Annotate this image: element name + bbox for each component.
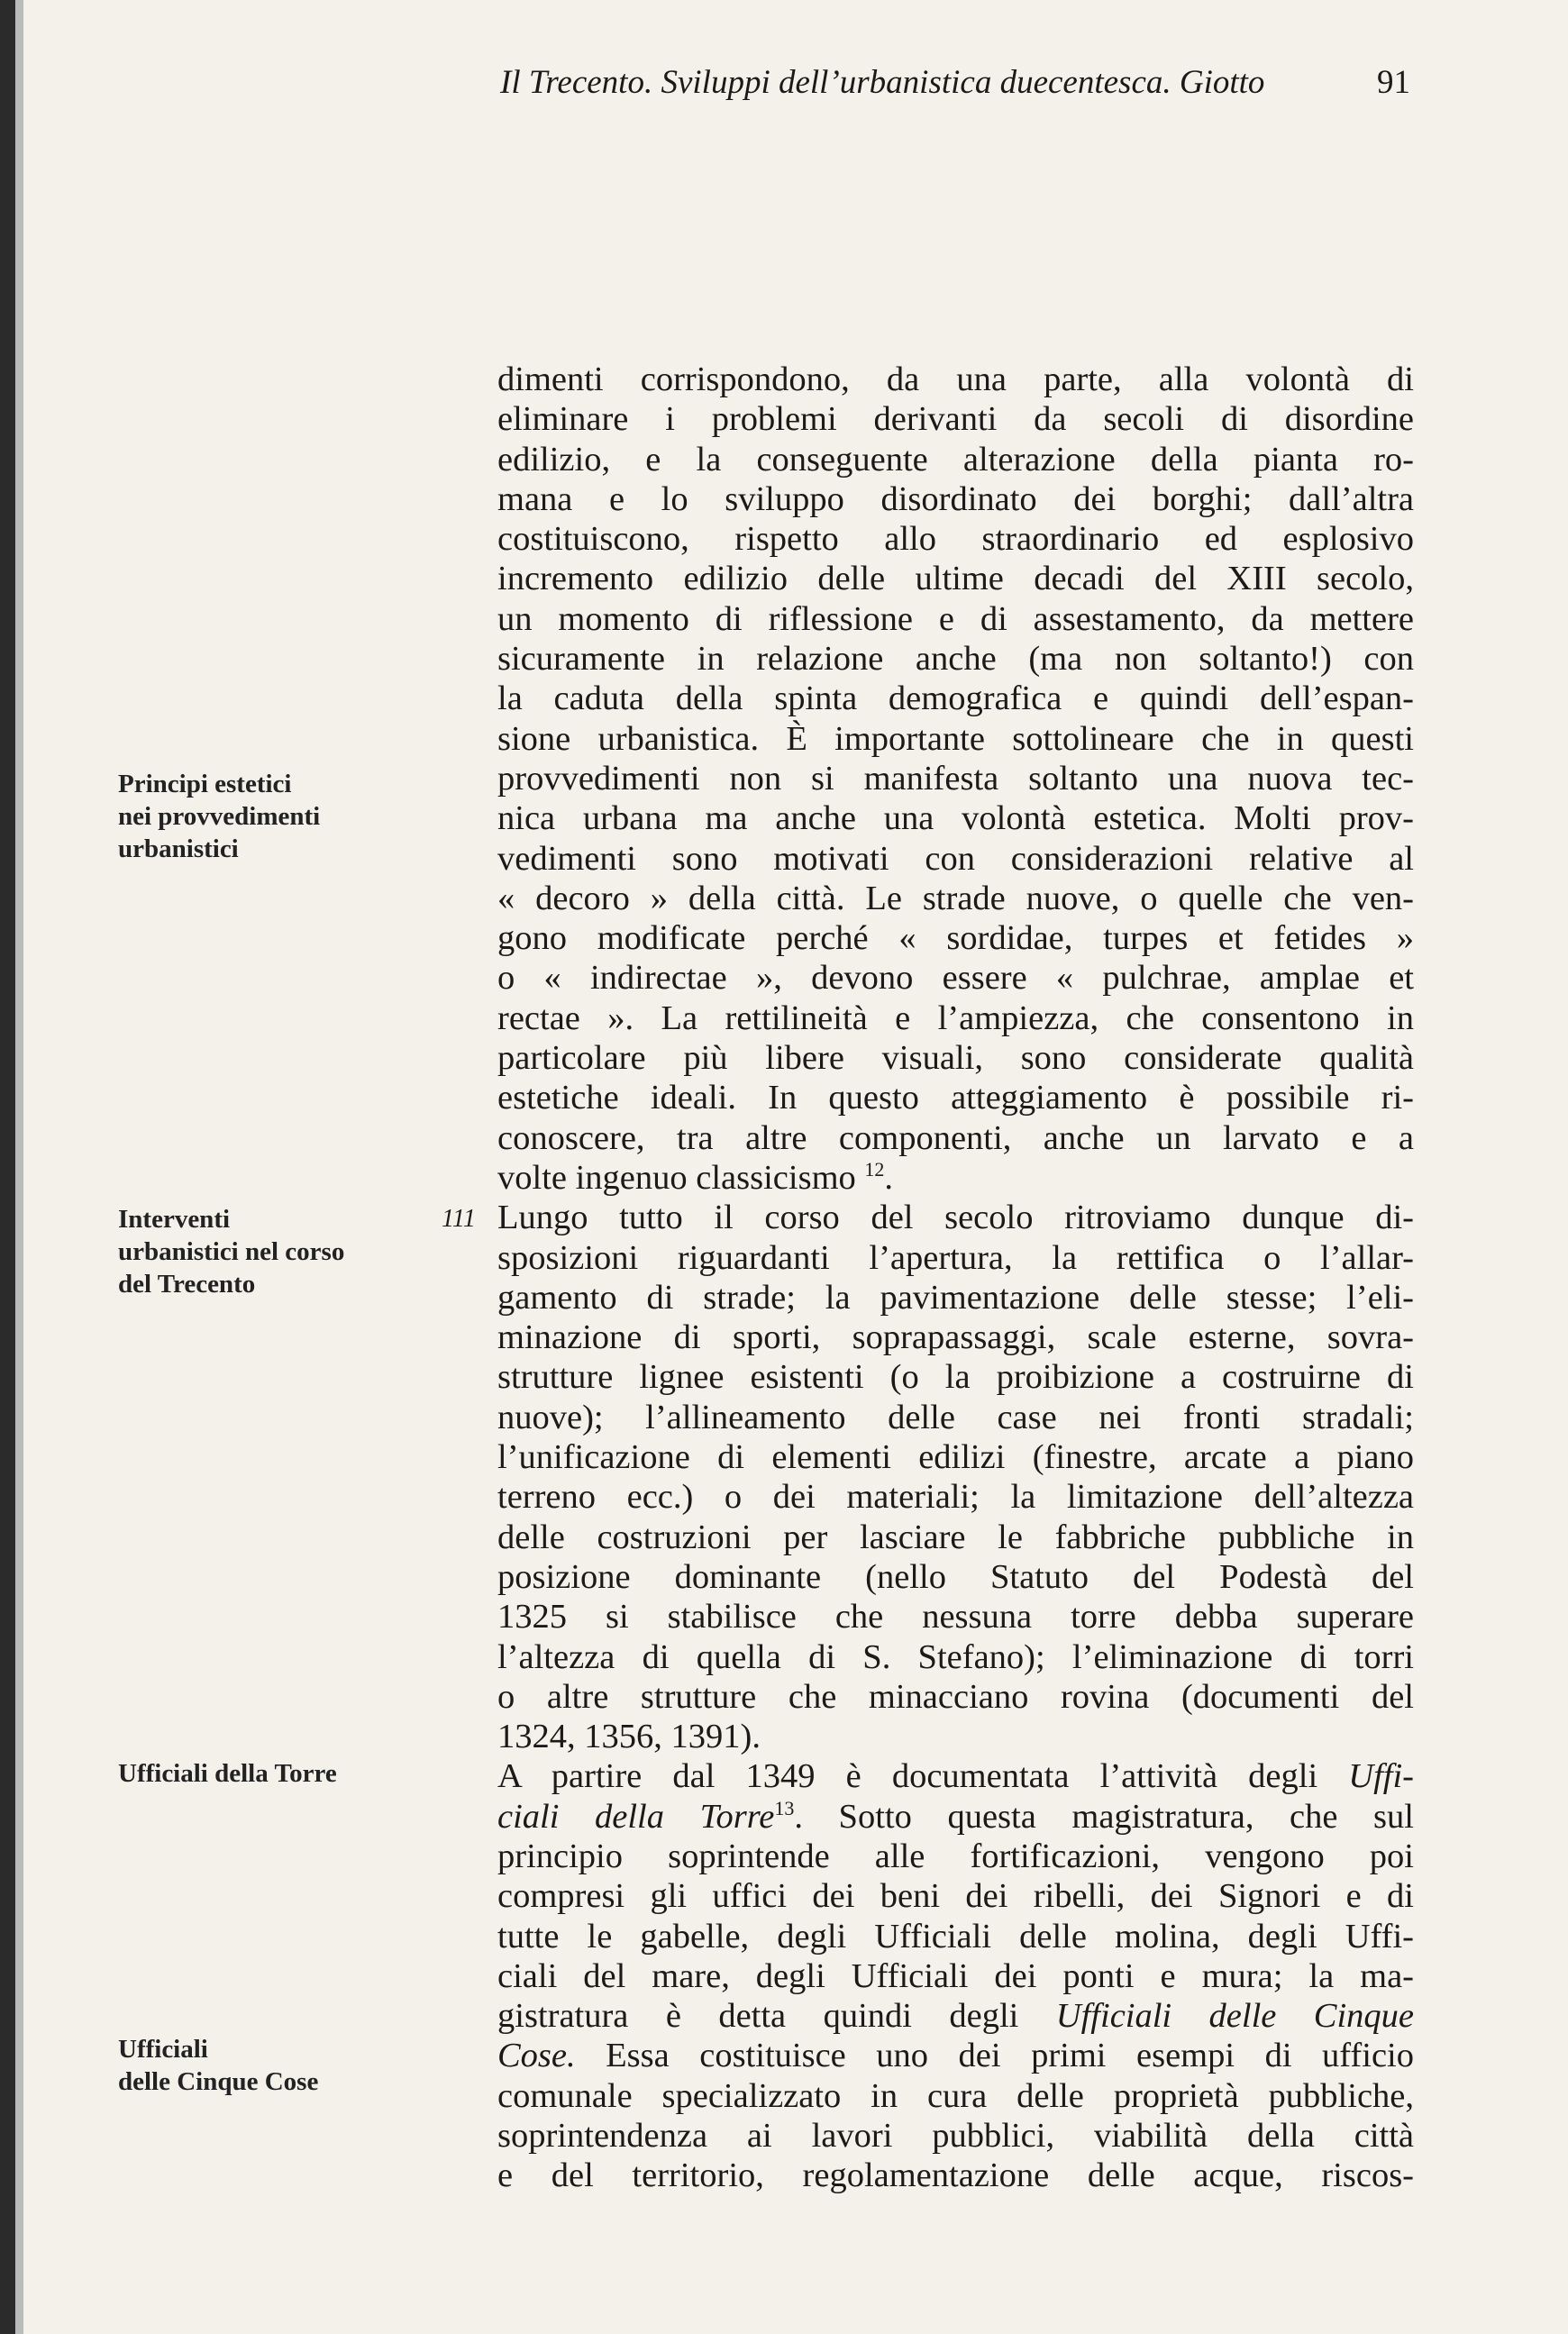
text-segment: posizione dominante (nello Statuto del Podestà del [497, 1557, 1414, 1596]
text-segment: . [884, 1158, 894, 1197]
text-segment: 1324, 1356, 1391). [497, 1718, 761, 1756]
text-line [497, 1357, 1414, 1397]
text-line [497, 1158, 1414, 1198]
text-segment: . Sotto questa magistratura, che sul [794, 1797, 1414, 1836]
text-segment: vedimenti sono motivati con considerazioni relative al [497, 839, 1414, 878]
text-segment: gamento di strade; la pavimentazione delle stesse; l’eli- [497, 1278, 1414, 1317]
text-line [497, 1398, 1414, 1437]
running-head-title: Il Trecento. Sviluppi dell’urbanistica duecentesca. Giotto [500, 64, 1265, 101]
text-line [497, 759, 1414, 798]
text-segment: eliminare i problemi derivanti da secoli di disordine [497, 400, 1414, 439]
text-line [497, 1317, 1414, 1357]
page-number: 91 [1377, 64, 1410, 101]
text-segment: terreno ecc.) o dei materiali; la limitazione dell’altezza [497, 1478, 1414, 1517]
text-segment: rectae ». La rettilineità e l’ampiezza, che consentono in [497, 998, 1414, 1037]
text-segment: mana e lo sviluppo disordinato dei borghi; dall’altra [497, 479, 1414, 518]
text-line [497, 1118, 1414, 1158]
text-segment: A partire dal 1349 è documentata l’attività degli [497, 1757, 1349, 1796]
margin-note-cinque-cose [118, 2033, 318, 2098]
text-segment: provvedimenti non si manifesta soltanto una nuova tec- [497, 759, 1414, 798]
text-line [497, 998, 1414, 1038]
text-line [497, 559, 1414, 598]
margin-note-line: Principi estetici [118, 770, 292, 798]
text-segment: delle costruzioni per lasciare le fabbriche pubbliche in [497, 1518, 1414, 1556]
body-text [497, 360, 1414, 2196]
text-segment: conoscere, tra altre componenti, anche un larvato e a [497, 1118, 1414, 1157]
text-line [497, 1797, 1414, 1837]
text-line [497, 679, 1414, 718]
text-segment: sposizioni riguardanti l’apertura, la rettifica o l’allar- [497, 1238, 1414, 1277]
text-line [497, 1637, 1414, 1677]
text-line [497, 519, 1414, 559]
margin-note-interventi [118, 1203, 344, 1300]
text-line [497, 1996, 1414, 2036]
margin-note-line: del Trecento [118, 1270, 256, 1299]
text-line [497, 1437, 1414, 1477]
text-line [497, 1756, 1414, 1796]
text-line [497, 1956, 1414, 1996]
text-segment: minazione di sporti, soprapassaggi, scale esterne, sovra- [497, 1318, 1414, 1357]
text-line [497, 1677, 1414, 1717]
text-segment: un momento di riflessione e di assestamento, da mettere [497, 599, 1414, 638]
text-line [497, 2116, 1414, 2156]
text-segment: Essa costituisce uno dei primi esempi di ufficio [575, 2037, 1414, 2075]
text-segment: compresi gli uffici dei beni dei ribelli, dei Signori e di [497, 1877, 1414, 1916]
footnote-ref: 12 [864, 1157, 885, 1181]
italic-text: Cose. [497, 2037, 576, 2075]
text-segment: dimenti corrispondono, da una parte, alla volontà di [497, 360, 1414, 398]
text-segment: comunale specializzato in cura delle proprietà pubbliche, [497, 2076, 1414, 2115]
margin-note-line: Interventi [118, 1205, 231, 1234]
text-line [497, 1278, 1414, 1317]
footnote-ref: 13 [774, 1796, 795, 1819]
text-line [497, 1078, 1414, 1117]
text-line [497, 918, 1414, 958]
text-line [497, 1038, 1414, 1078]
text-line [497, 1518, 1414, 1557]
text-line [497, 2076, 1414, 2116]
text-line [497, 958, 1414, 998]
text-segment: particolare più libere visuali, sono considerate qualità [497, 1039, 1414, 1078]
text-segment: nuove); l’allineamento delle case nei fronti stradali; [497, 1398, 1414, 1436]
italic-text: Uffi- [1348, 1757, 1414, 1796]
text-segment: l’altezza di quella di S. Stefano); l’eliminazione di torri [497, 1637, 1414, 1676]
text-line [497, 2036, 1414, 2075]
text-line [497, 399, 1414, 439]
text-line [497, 839, 1414, 879]
text-line [497, 1917, 1414, 1956]
text-line [497, 479, 1414, 519]
text-segment: 1325 si stabilisce che nessuna torre debba superare [497, 1598, 1414, 1637]
scan-edge-margin [15, 0, 23, 2334]
text-segment: estetiche ideali. In questo atteggiamento è possibile ri- [497, 1079, 1414, 1117]
text-segment: tutte le gabelle, degli Ufficiali delle molina, degli Uffi- [497, 1917, 1414, 1956]
text-segment: o « indirectae », devono essere « pulchrae, amplae et [497, 959, 1414, 998]
text-segment: ciali del mare, degli Ufficiali dei ponti e mura; la ma- [497, 1956, 1414, 1995]
paragraph-number: 111 [442, 1205, 476, 1233]
italic-text: Ufficiali delle Cinque [1055, 1997, 1414, 2036]
text-line [497, 798, 1414, 838]
margin-note-line: urbanistici [118, 834, 239, 863]
text-line [497, 1238, 1414, 1278]
text-segment: gistratura è detta quindi degli [497, 1997, 1056, 2036]
text-line [497, 1477, 1414, 1517]
text-line [497, 1717, 1414, 1756]
italic-text: ciali della Torre [497, 1797, 775, 1836]
text-segment: sicuramente in relazione anche (ma non soltanto!) con [497, 640, 1414, 679]
text-segment: « decoro » della città. Le strade nuove, o quelle che ven- [497, 879, 1414, 917]
margin-note-line: Ufficiali della Torre [118, 1759, 337, 1788]
text-line [497, 1557, 1414, 1597]
text-segment: o altre strutture che minacciano rovina (documenti del [497, 1677, 1414, 1716]
text-line [497, 1597, 1414, 1637]
running-head [500, 59, 1414, 106]
text-segment: costituiscono, rispetto allo straordinario ed esplosivo [497, 520, 1414, 559]
margin-note-line: delle Cinque Cose [118, 2067, 319, 2096]
text-segment: incremento edilizio delle ultime decadi del XIII secolo, [497, 560, 1414, 598]
scan-edge [0, 0, 15, 2334]
text-line [497, 1876, 1414, 1916]
text-segment: Lungo tutto il corso del secolo ritroviamo dunque di- [497, 1199, 1414, 1237]
text-segment: edilizio, e la conseguente alterazione della pianta ro- [497, 440, 1414, 479]
text-line [497, 599, 1414, 639]
text-line [497, 360, 1414, 399]
text-segment: strutture lignee esistenti (o la proibizione a costruirne di [497, 1358, 1414, 1397]
text-segment: sione urbanistica. È importante sottolineare che in questi [497, 719, 1414, 758]
text-line [497, 440, 1414, 479]
text-segment: principio soprintende alle fortificazioni, vengono poi [497, 1837, 1414, 1875]
text-segment: l’unificazione di elementi edilizi (finestre, arcate a piano [497, 1438, 1414, 1477]
text-line [497, 2156, 1414, 2195]
text-segment: soprintendenza ai lavori pubblici, viabilità della città [497, 2117, 1414, 2156]
text-segment: la caduta della spinta demografica e quindi dell’espan- [497, 679, 1414, 718]
margin-note-line: urbanistici nel corso [118, 1237, 345, 1266]
text-segment: nica urbana ma anche una volontà estetica. Molti prov- [497, 799, 1414, 838]
text-line [497, 639, 1414, 679]
margin-note-line: nei provvedimenti [118, 802, 321, 831]
text-line [497, 879, 1414, 918]
text-segment: e del territorio, regolamentazione delle acque, riscos- [497, 2156, 1414, 2195]
margin-note-line: Ufficiali [118, 2035, 208, 2064]
margin-note-ufficiali-torre [118, 1757, 337, 1790]
text-line [497, 1837, 1414, 1876]
text-segment: gono modificate perché « sordidae, turpes et fetides » [497, 919, 1414, 958]
text-segment: volte ingenuo classicismo [497, 1158, 865, 1197]
margin-note-principi-estetici [118, 768, 320, 865]
text-line [497, 719, 1414, 759]
text-line [497, 1198, 1414, 1237]
